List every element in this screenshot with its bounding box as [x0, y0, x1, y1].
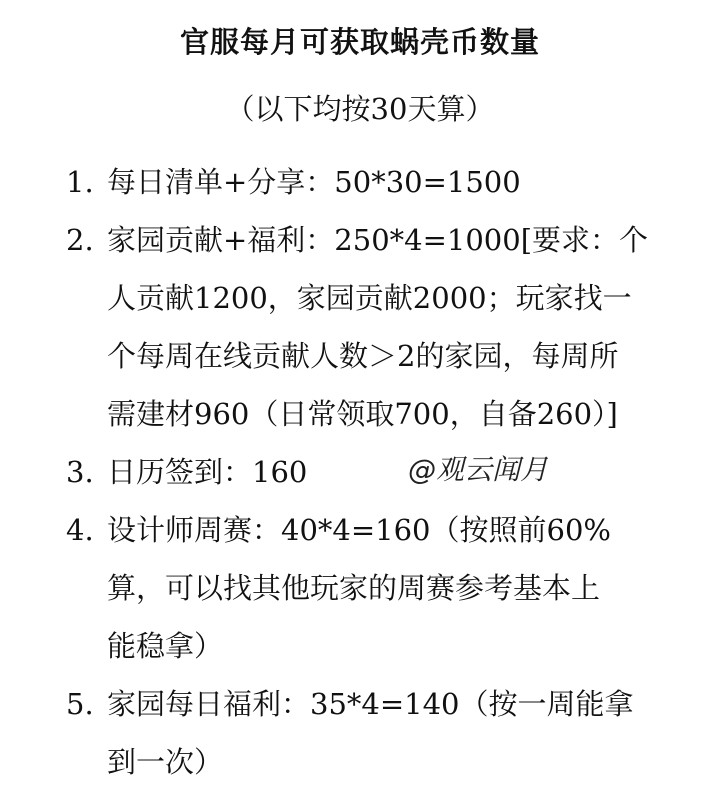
- watermark-signature: @观云闻月: [408, 453, 549, 486]
- item-line: 人贡献1200，家园贡献2000；玩家找一: [107, 281, 632, 315]
- item-line: 算，可以找其他玩家的周赛参考基本上: [107, 571, 601, 605]
- item-line: 到一次）: [107, 745, 224, 779]
- item-line: 每日清单+分享：50*30=1500: [107, 165, 521, 199]
- item-line: 家园贡献+福利：250*4=1000[要求：个: [107, 223, 649, 257]
- item-line: 能稳拿）: [107, 629, 224, 663]
- item-number: 4.: [66, 513, 94, 547]
- page-subtitle: （以下均按30天算）: [225, 92, 495, 126]
- item-number: 1.: [66, 165, 94, 199]
- page-title: 官服每月可获取蜗壳币数量: [179, 25, 540, 59]
- item-line: 需建材960（日常领取700，自备260）]: [107, 397, 618, 431]
- item-number: 2.: [66, 223, 94, 257]
- item-number: 5.: [66, 687, 94, 721]
- item-number: 3.: [66, 455, 94, 489]
- item-line: 个每周在线贡献人数＞2的家园，每周所: [107, 339, 619, 373]
- item-line: 日历签到：160: [107, 455, 308, 489]
- item-line: 设计师周赛：40*4=160（按照前60%: [107, 513, 611, 547]
- item-line: 家园每日福利：35*4=140（按一周能拿: [107, 687, 634, 721]
